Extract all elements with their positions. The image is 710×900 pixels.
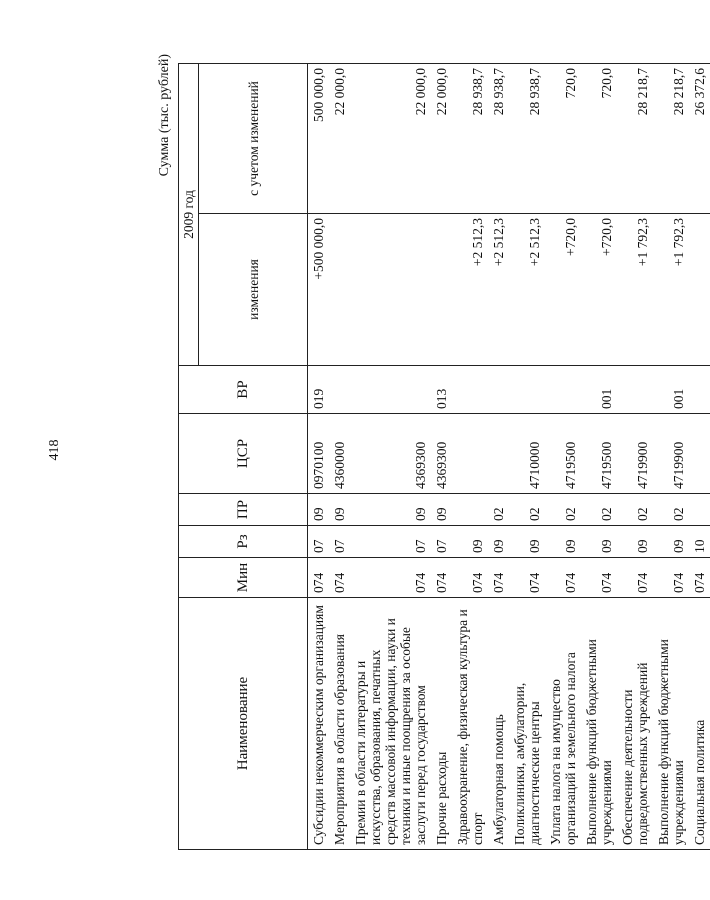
table-header xyxy=(179,64,308,850)
header-total: с учетом изменений xyxy=(199,64,308,214)
row-change xyxy=(689,214,710,366)
row-name: Премии в области литературы и искусства, образования, печатных средств массовой информации, науки и техники и иные поощрения за особые заслуги перед государством xyxy=(350,598,431,850)
row-pr: 09 xyxy=(308,494,330,526)
row-pr: 09 xyxy=(431,494,452,526)
row-csr: 4719500 xyxy=(545,414,581,494)
table-row xyxy=(431,64,452,850)
header-vr: ВР xyxy=(179,366,308,414)
row-csr xyxy=(689,414,710,494)
row-rz: 09 xyxy=(452,526,488,558)
row-vr: 001 xyxy=(581,366,617,414)
row-total: 22 000,0 xyxy=(431,64,452,214)
table-row xyxy=(350,64,431,850)
row-min: 074 xyxy=(509,558,545,598)
row-pr: 09 xyxy=(350,494,431,526)
row-rz: 09 xyxy=(509,526,545,558)
row-vr xyxy=(488,366,509,414)
row-change: +500 000,0 xyxy=(308,214,330,366)
row-change: +2 512,3 xyxy=(509,214,545,366)
row-vr xyxy=(617,366,653,414)
table-row xyxy=(653,64,689,850)
row-name: Выполнение функций бюджетными учреждениями xyxy=(653,598,689,850)
row-rz: 07 xyxy=(350,526,431,558)
header-change: изменения xyxy=(199,214,308,366)
row-min: 074 xyxy=(653,558,689,598)
row-min: 074 xyxy=(617,558,653,598)
table-row xyxy=(509,64,545,850)
row-name: Выполнение функций бюджетными учреждениями xyxy=(581,598,617,850)
row-total: 500 000,0 xyxy=(308,64,330,214)
row-total: 28 218,7 xyxy=(653,64,689,214)
table-row xyxy=(452,64,488,850)
header-csr: ЦСР xyxy=(179,414,308,494)
row-min: 074 xyxy=(581,558,617,598)
row-pr: 02 xyxy=(581,494,617,526)
row-csr: 4719900 xyxy=(617,414,653,494)
row-vr xyxy=(350,366,431,414)
row-min: 074 xyxy=(308,558,330,598)
row-total: 28 938,7 xyxy=(452,64,488,214)
table-row xyxy=(545,64,581,850)
row-rz: 09 xyxy=(581,526,617,558)
row-rz: 09 xyxy=(545,526,581,558)
table-row xyxy=(617,64,653,850)
row-csr xyxy=(452,414,488,494)
row-csr: 4710000 xyxy=(509,414,545,494)
header-pr: ПР xyxy=(179,494,308,526)
row-min: 074 xyxy=(431,558,452,598)
row-rz: 07 xyxy=(308,526,330,558)
row-vr: 019 xyxy=(308,366,330,414)
row-total: 28 938,7 xyxy=(488,64,509,214)
row-rz: 09 xyxy=(653,526,689,558)
row-name: Социальная политика xyxy=(689,598,710,850)
row-vr xyxy=(452,366,488,414)
row-name: Обеспечение деятельности подведомственных учреждений xyxy=(617,598,653,850)
row-pr xyxy=(689,494,710,526)
header-min: Мин xyxy=(179,558,308,598)
row-min: 074 xyxy=(329,558,350,598)
row-pr: 09 xyxy=(329,494,350,526)
row-pr xyxy=(452,494,488,526)
row-min: 074 xyxy=(452,558,488,598)
row-name: Прочие расходы xyxy=(431,598,452,850)
row-total: 26 372,6 xyxy=(689,64,710,214)
row-total: 28 218,7 xyxy=(617,64,653,214)
row-change: +1 792,3 xyxy=(617,214,653,366)
row-csr: 0970100 xyxy=(308,414,330,494)
row-total: 22 000,0 xyxy=(329,64,350,214)
table-row xyxy=(488,64,509,850)
table-row xyxy=(689,64,710,850)
row-vr xyxy=(329,366,350,414)
row-total: 720,0 xyxy=(581,64,617,214)
table-row xyxy=(329,64,350,850)
row-pr: 02 xyxy=(617,494,653,526)
row-rz: 07 xyxy=(431,526,452,558)
row-rz: 07 xyxy=(329,526,350,558)
row-vr: 013 xyxy=(431,366,452,414)
row-change: +2 512,3 xyxy=(452,214,488,366)
page-number: 418 xyxy=(47,439,62,461)
row-name: Амбулаторная помощь xyxy=(488,598,509,850)
row-total: 28 938,7 xyxy=(509,64,545,214)
row-change: +720,0 xyxy=(581,214,617,366)
table-body xyxy=(308,64,710,850)
row-csr: 4369300 xyxy=(350,414,431,494)
row-name: Поликлиники, амбулатории, диагностические центры xyxy=(509,598,545,850)
row-min: 074 xyxy=(689,558,710,598)
row-pr: 02 xyxy=(488,494,509,526)
row-total: 720,0 xyxy=(545,64,581,214)
row-name: Субсидии некоммерческим организациям xyxy=(308,598,330,850)
row-rz: 09 xyxy=(617,526,653,558)
row-vr xyxy=(509,366,545,414)
row-csr: 4719900 xyxy=(653,414,689,494)
header-name: Наименование xyxy=(179,598,308,850)
row-min: 074 xyxy=(488,558,509,598)
row-pr: 02 xyxy=(509,494,545,526)
table-row xyxy=(581,64,617,850)
row-name: Здравоохранение, физическая культура и спорт xyxy=(452,598,488,850)
row-name: Уплата налога на имущество организаций и земельного налога xyxy=(545,598,581,850)
table-row xyxy=(308,64,330,850)
row-min: 074 xyxy=(350,558,431,598)
unit-caption: Сумма (тыс. рублей) xyxy=(157,54,172,177)
row-csr: 4360000 xyxy=(329,414,350,494)
row-change: +720,0 xyxy=(545,214,581,366)
budget-table xyxy=(178,63,710,850)
row-csr xyxy=(488,414,509,494)
row-min: 074 xyxy=(545,558,581,598)
budget-table-sheet xyxy=(150,50,707,850)
row-csr: 4369300 xyxy=(431,414,452,494)
header-rz: Рз xyxy=(179,526,308,558)
row-change: +2 512,3 xyxy=(488,214,509,366)
row-vr: 001 xyxy=(653,366,689,414)
row-pr: 02 xyxy=(653,494,689,526)
row-name: Мероприятия в области образования xyxy=(329,598,350,850)
row-vr xyxy=(689,366,710,414)
row-pr: 02 xyxy=(545,494,581,526)
row-vr xyxy=(545,366,581,414)
row-change: +1 792,3 xyxy=(653,214,689,366)
row-total: 22 000,0 xyxy=(350,64,431,214)
row-change xyxy=(350,214,431,366)
row-csr: 4719500 xyxy=(581,414,617,494)
row-change xyxy=(329,214,350,366)
row-rz: 10 xyxy=(689,526,710,558)
row-change xyxy=(431,214,452,366)
row-rz: 09 xyxy=(488,526,509,558)
header-year: 2009 год xyxy=(179,64,199,366)
